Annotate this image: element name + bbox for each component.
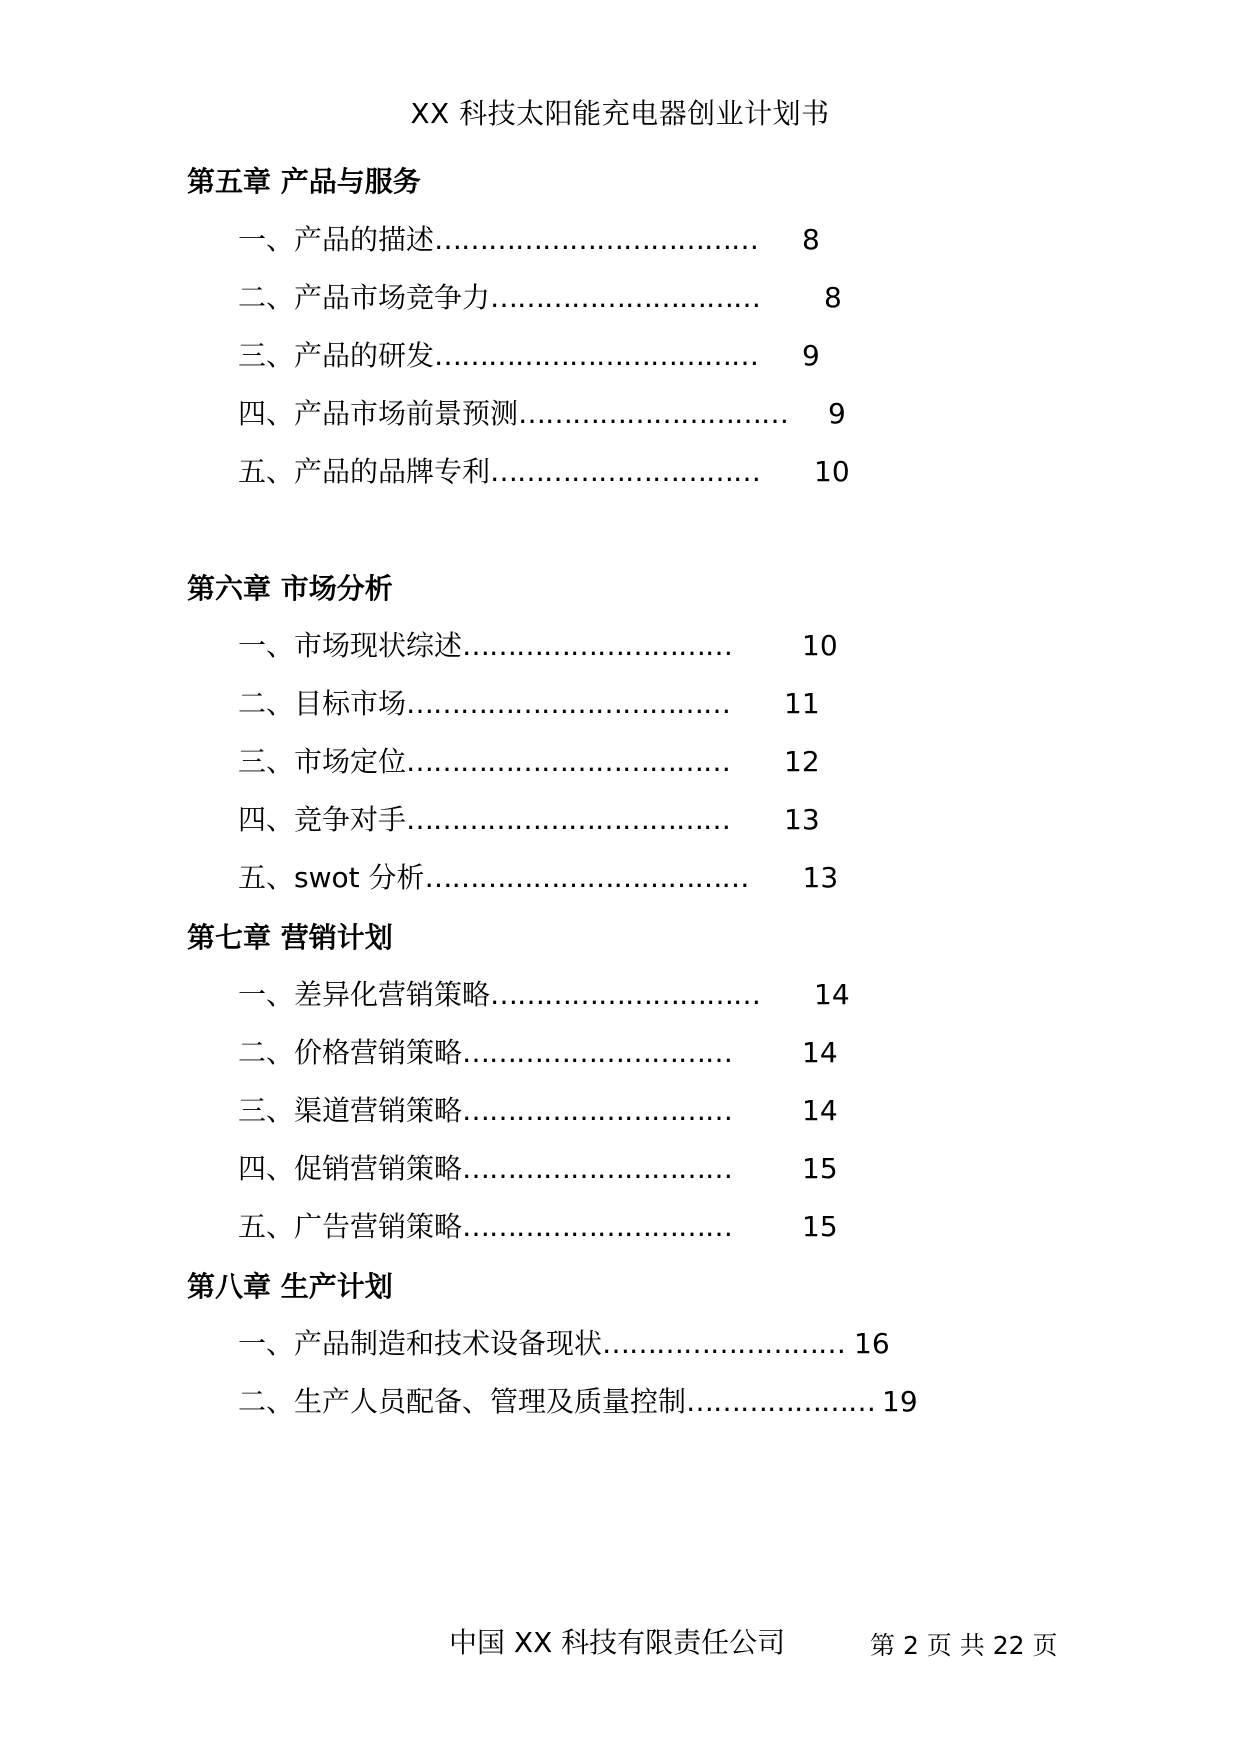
document-header: XX 科技太阳能充电器创业计划书	[410, 97, 830, 130]
toc-leader-dots: ………………………………	[424, 861, 749, 894]
toc-leader-dots: …………………………	[518, 397, 789, 430]
toc-leader-dots: ………………………………	[434, 223, 759, 256]
toc-entry-label: 五、产品的品牌专利	[238, 455, 491, 488]
chapter-title: 第五章 产品与服务	[187, 165, 421, 198]
toc-entry-label: 二、价格营销策略	[238, 1036, 463, 1069]
toc-leader-dots: …………………………	[462, 1152, 733, 1185]
toc-entry-page: 15	[802, 1152, 838, 1185]
toc-entry[interactable]	[238, 1089, 838, 1129]
toc-entry[interactable]	[238, 798, 820, 838]
toc-entry-page: 10	[802, 629, 838, 662]
toc-entry-page: 15	[802, 1210, 838, 1243]
toc-leader-dots: ………………………………	[406, 745, 731, 778]
toc-leader-dots: …………………………	[462, 1094, 733, 1127]
toc-entry[interactable]	[238, 740, 820, 780]
toc-leader-dots: ………………………………	[406, 803, 731, 836]
toc-entry-label: 一、差异化营销策略	[238, 978, 491, 1011]
toc-entry-page: 14	[802, 1036, 838, 1069]
toc-entry-label: 三、渠道营销策略	[238, 1094, 463, 1127]
toc-entry-label: 三、市场定位	[238, 745, 407, 778]
toc-entry-page: 8	[802, 223, 820, 256]
footer-company: 中国 XX 科技有限责任公司	[449, 1626, 786, 1659]
toc-leader-dots: …………………………	[462, 629, 733, 662]
toc-entry[interactable]	[238, 1031, 838, 1071]
toc-leader-dots: ………………………………	[434, 339, 759, 372]
toc-entry-page: 16	[854, 1327, 890, 1360]
toc-leader-dots: …………………………	[462, 1210, 733, 1243]
toc-entry[interactable]	[238, 276, 842, 316]
toc-entry-label: 一、市场现状综述	[238, 629, 463, 662]
toc-entry-page: 8	[824, 281, 842, 314]
toc-leader-dots: …………………………	[490, 978, 761, 1011]
toc-entry-page: 19	[882, 1385, 918, 1418]
toc-entry[interactable]	[238, 856, 838, 896]
toc-entry-page: 13	[802, 861, 839, 894]
toc-leader-dots: ………………………	[602, 1327, 846, 1360]
toc-entry-label: 四、产品市场前景预测	[238, 397, 519, 430]
chapter-title: 第八章 生产计划	[187, 1270, 393, 1303]
toc-entry-page: 10	[814, 455, 850, 488]
toc-leader-dots: …………………………	[490, 455, 761, 488]
toc-entry-label: 一、产品的描述	[238, 223, 435, 256]
toc-entry[interactable]	[238, 450, 850, 490]
footer-page-number: 第 2 页 共 22 页	[870, 1631, 1058, 1660]
toc-entry-page: 14	[802, 1094, 838, 1127]
toc-leader-dots: …………………………	[462, 1036, 733, 1069]
toc-entry-label: 五、广告营销策略	[238, 1210, 463, 1243]
toc-entry[interactable]	[238, 1380, 918, 1420]
toc-entry[interactable]	[238, 392, 846, 432]
toc-entry-page: 12	[784, 745, 820, 778]
toc-leader-dots: …………………………	[490, 281, 761, 314]
toc-entry[interactable]	[238, 1147, 838, 1187]
toc-entry[interactable]	[238, 973, 850, 1013]
toc-entry-label: 二、生产人员配备、管理及质量控制	[238, 1385, 687, 1418]
toc-entry-label: 四、促销营销策略	[238, 1152, 463, 1185]
toc-entry[interactable]	[238, 1205, 838, 1245]
toc-entry-label: 五、swot 分析	[238, 861, 425, 894]
toc-entry-label: 二、目标市场	[238, 687, 407, 720]
toc-entry-label: 一、产品制造和技术设备现状	[238, 1327, 603, 1360]
toc-leader-dots: ………………………………	[406, 687, 731, 720]
chapter-title: 第六章 市场分析	[187, 572, 393, 605]
toc-entry[interactable]	[238, 1322, 890, 1362]
toc-entry[interactable]	[238, 334, 820, 374]
toc-entry-page: 13	[784, 803, 820, 836]
chapter-title: 第七章 营销计划	[187, 921, 393, 954]
toc-entry-page: 11	[784, 687, 820, 720]
toc-entry-page: 14	[814, 978, 850, 1011]
toc-entry-page: 9	[802, 339, 820, 372]
toc-entry-page: 9	[828, 397, 846, 430]
toc-entry-label: 二、产品市场竞争力	[238, 281, 491, 314]
toc-leader-dots: …………………	[686, 1385, 876, 1418]
toc-entry[interactable]	[238, 682, 820, 722]
toc-entry-label: 四、竞争对手	[238, 803, 407, 836]
toc-entry[interactable]	[238, 624, 838, 664]
toc-entry-label: 三、产品的研发	[238, 339, 435, 372]
toc-entry[interactable]	[238, 218, 820, 258]
